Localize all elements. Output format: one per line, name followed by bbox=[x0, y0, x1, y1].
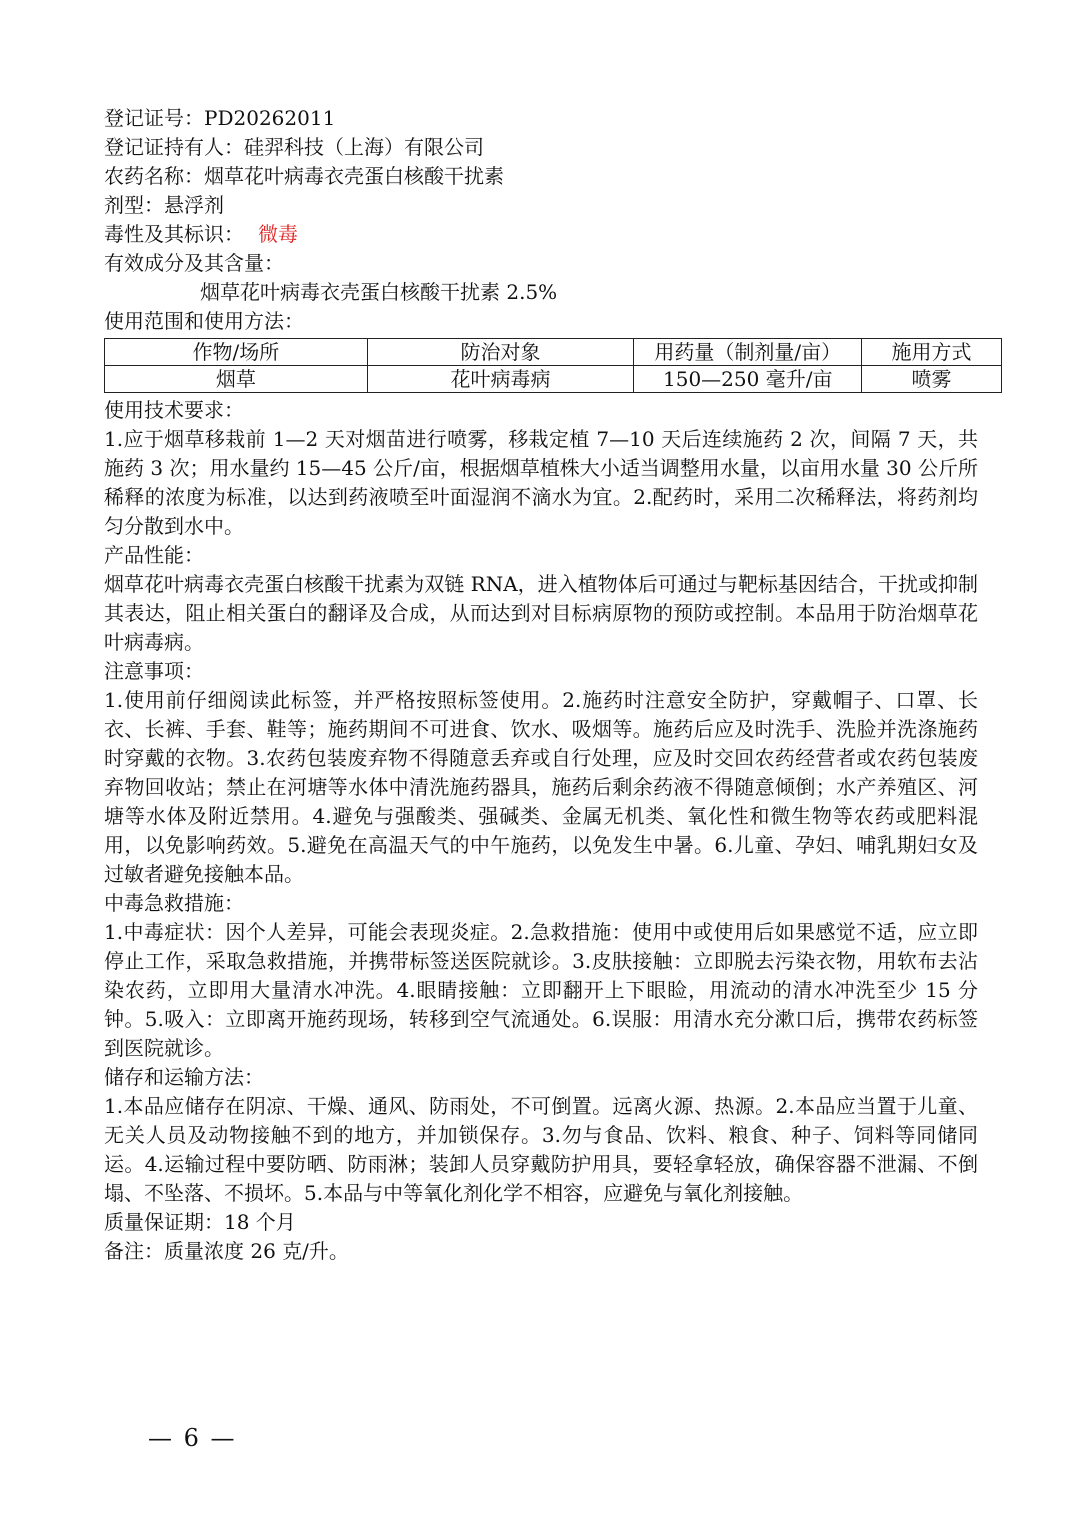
shelf-life: 质量保证期：18 个月 bbox=[104, 1210, 296, 1234]
registration-holder: 登记证持有人：硅羿科技（上海）有限公司 bbox=[104, 135, 484, 159]
formulation: 剂型：悬浮剂 bbox=[104, 193, 224, 217]
label-document bbox=[104, 104, 978, 1266]
performance-title: 产品性能： bbox=[104, 543, 204, 567]
ingredient-label: 有效成分及其含量： bbox=[104, 251, 284, 275]
usage-label: 使用范围和使用方法： bbox=[104, 309, 304, 333]
registration-number: 登记证号：PD20262011 bbox=[104, 106, 336, 130]
tech-requirements-text: 1.应于烟草移栽前 1—2 天对烟苗进行喷雾，移栽定植 7—10 天后连续施药 2 次，间隔 7 天，共施药 3 次；用水量约 15—45 公斤/亩，根据烟草植株大小适当调整用水量，以亩用水量 30 公斤所稀释的浓度为标准，以达到药液喷至叶面湿润不滴水为宜。2.配药时，采用二次稀释法，将药剂均匀分散到水中。 bbox=[104, 427, 978, 538]
performance-text: 烟草花叶病毒衣壳蛋白核酸干扰素为双链 RNA，进入植物体后可通过与靶标基因结合，干扰或抑制其表达，阻止相关蛋白的翻译及合成，从而达到对目标病原物的预防或控制。本品用于防治烟草花叶病毒病。 bbox=[104, 572, 978, 654]
notes-text: 1.使用前仔细阅读此标签，并严格按照标签使用。2.施药时注意安全防护，穿戴帽子、口罩、长衣、长裤、手套、鞋等；施药期间不可进食、饮水、吸烟等。施药后应及时洗手、洗脸并洗涤施药时穿戴的衣物。3.农药包装废弃物不得随意丢弃或自行处理，应及时交回农药经营者或农药包装废弃物回收站；禁止在河塘等水体中清洗施药器具，施药后剩余药液不得随意倾倒；水产养殖区、河塘等水体及附近禁用。4.避免与强酸类、强碱类、金属无机类、氧化性和微生物等农药或肥料混用，以免影响药效。5.避免在高温天气的中午施药，以免发生中暑。6.儿童、孕妇、哺乳期妇女及过敏者避免接触本品。 bbox=[104, 688, 978, 886]
usage-table bbox=[104, 338, 1002, 393]
header-crop: 作物/场所 bbox=[105, 339, 368, 366]
notes-title: 注意事项： bbox=[104, 659, 204, 683]
cell-dosage: 150—250 毫升/亩 bbox=[634, 366, 862, 393]
first-aid-text: 1.中毒症状：因个人差异，可能会表现炎症。2.急救措施：使用中或使用后如果感觉不适，应立即停止工作，采取急救措施，并携带标签送医院就诊。3.皮肤接触：立即脱去污染衣物，用软布去沾染农药，立即用大量清水冲洗。4.眼睛接触：立即翻开上下眼睑，用流动的清水冲洗至少 15 分钟。5.吸入：立即离开施药现场，转移到空气流通处。6.误服：用清水充分漱口后，携带农药标签到医院就诊。 bbox=[104, 920, 978, 1060]
cell-method: 喷雾 bbox=[862, 366, 1002, 393]
table-row bbox=[105, 366, 1002, 393]
storage-title: 储存和运输方法： bbox=[104, 1065, 264, 1089]
storage-text: 1.本品应储存在阴凉、干燥、通风、防雨处，不可倒置。远离火源、热源。2.本品应当置于儿童、无关人员及动物接触不到的地方，并加锁保存。3.勿与食品、饮料、粮食、种子、饲料等同储同运。4.运输过程中要防晒、防雨淋；装卸人员穿戴防护用具，要轻拿轻放，确保容器不泄漏、不倒塌、不坠落、不损坏。5.本品与中等氧化剂化学不相容，应避免与氧化剂接触。 bbox=[104, 1094, 978, 1205]
header-method: 施用方式 bbox=[862, 339, 1002, 366]
pesticide-name: 农药名称：烟草花叶病毒衣壳蛋白核酸干扰素 bbox=[104, 164, 504, 188]
remark: 备注：质量浓度 26 克/升。 bbox=[104, 1239, 349, 1263]
first-aid-title: 中毒急救措施： bbox=[104, 891, 244, 915]
table-header-row bbox=[105, 339, 1002, 366]
toxicity-row bbox=[104, 220, 978, 249]
cell-crop: 烟草 bbox=[105, 366, 368, 393]
cell-target: 花叶病毒病 bbox=[367, 366, 634, 393]
tech-requirements-title: 使用技术要求： bbox=[104, 398, 244, 422]
toxicity-value: 微毒 bbox=[258, 222, 298, 246]
toxicity-label: 毒性及其标识： bbox=[104, 222, 244, 246]
ingredient-value: 烟草花叶病毒衣壳蛋白核酸干扰素 2.5% bbox=[200, 280, 558, 304]
page-number: — 6 — bbox=[148, 1424, 237, 1452]
header-dosage: 用药量（制剂量/亩） bbox=[634, 339, 862, 366]
header-target: 防治对象 bbox=[367, 339, 634, 366]
